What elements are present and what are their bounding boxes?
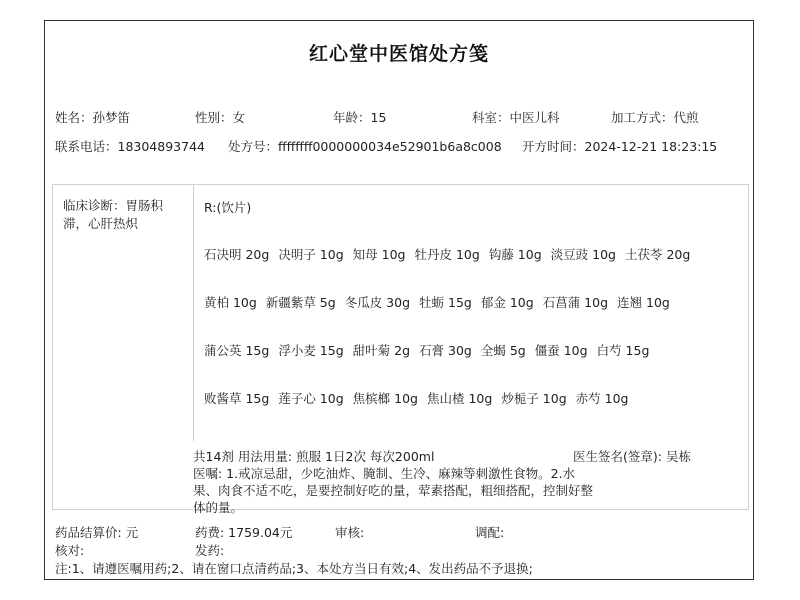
drug-item: 牡蛎 15g	[419, 295, 472, 310]
prescription-time: 开方时间：2024-12-21 18:23:15	[522, 139, 718, 154]
drug-item: 蒲公英 15g	[204, 343, 270, 358]
drug-item: 炒栀子 10g	[501, 391, 567, 406]
drug-item: 石决明 20g	[204, 247, 270, 262]
doctor-signature: 医生签名(签章): 吴栋	[573, 449, 691, 464]
drug-line	[204, 341, 658, 359]
drug-item: 焦槟榔 10g	[352, 391, 418, 406]
drug-item: 僵蚕 10g	[534, 343, 588, 358]
drug-line	[204, 389, 637, 407]
medical-advice: 医嘱: 1.戒凉忌甜，少吃油炸、腌制、生冷、麻辣等刺激性食物。2.水果、肉食不适不吃，是要控制好吃的量，荤素搭配，粗细搭配，控制好整体的量。	[193, 466, 594, 515]
drug-item: 冬瓜皮 30g	[344, 295, 411, 310]
settlement-price: 药品结算价: 元	[55, 525, 139, 540]
issue-field: 发药:	[195, 543, 225, 558]
prescription-number: 处方号：ffffffff0000000034e52901b6a8c008	[228, 139, 502, 154]
review-field: 审核:	[335, 525, 365, 540]
patient-name: 姓名：孙梦笛	[55, 110, 131, 125]
drug-item: 石菖蒲 10g	[542, 295, 609, 310]
contact-phone: 联系电话：18304893744	[55, 139, 205, 154]
processing-method: 加工方式：代煎	[611, 110, 699, 125]
footer-note: 注:1、请遵医嘱用药;2、请在窗口点清药品;3、本处方当日有效;4、发出药品不予退换;	[55, 561, 533, 576]
drug-item: 浮小麦 15g	[278, 343, 344, 358]
drug-item: 败酱草 15g	[204, 391, 270, 406]
drug-item: 牡丹皮 10g	[414, 247, 480, 262]
drug-item: 焦山楂 10g	[426, 391, 493, 406]
compounding-field: 调配:	[475, 525, 505, 540]
patient-gender: 性别：女	[195, 110, 246, 125]
drug-item: 郁金 10g	[480, 295, 534, 310]
drug-item: 决明子 10g	[278, 247, 344, 262]
usage-dosage: 共14剂 用法用量: 煎服 1日2次 每次200ml	[193, 449, 435, 464]
drug-item: 白芍 15g	[596, 343, 650, 358]
drug-item: 全蝎 5g	[480, 343, 526, 358]
drug-item: 赤芍 10g	[575, 391, 629, 406]
drug-line	[204, 245, 699, 263]
drug-item: 莲子心 10g	[278, 391, 344, 406]
drug-item: 土茯苓 20g	[624, 247, 691, 262]
drug-item: 知母 10g	[352, 247, 406, 262]
drug-fee: 药费: 1759.04元	[195, 525, 293, 540]
patient-age: 年龄：15	[333, 110, 387, 125]
drug-line	[204, 293, 679, 311]
check-field: 核对:	[55, 543, 85, 558]
rx-label: R:(饮片)	[204, 200, 252, 215]
drug-item: 黄柏 10g	[204, 295, 257, 310]
drug-item: 新疆紫草 5g	[265, 295, 336, 310]
drug-item: 淡豆豉 10g	[550, 247, 616, 262]
drug-item: 石膏 30g	[419, 343, 472, 358]
prescription-sheet	[44, 20, 754, 580]
drug-item: 钩藤 10g	[488, 247, 542, 262]
clinical-diagnosis: 临床诊断：胃肠积滞，心肝热炽	[63, 198, 164, 231]
page-title: 红心堂中医馆处方笺	[308, 43, 489, 65]
column-divider	[193, 185, 194, 441]
prescription-body	[52, 184, 749, 515]
drug-item: 甜叶菊 2g	[352, 343, 411, 358]
drug-item: 连翘 10g	[617, 295, 670, 310]
department: 科室：中医儿科	[472, 110, 560, 125]
